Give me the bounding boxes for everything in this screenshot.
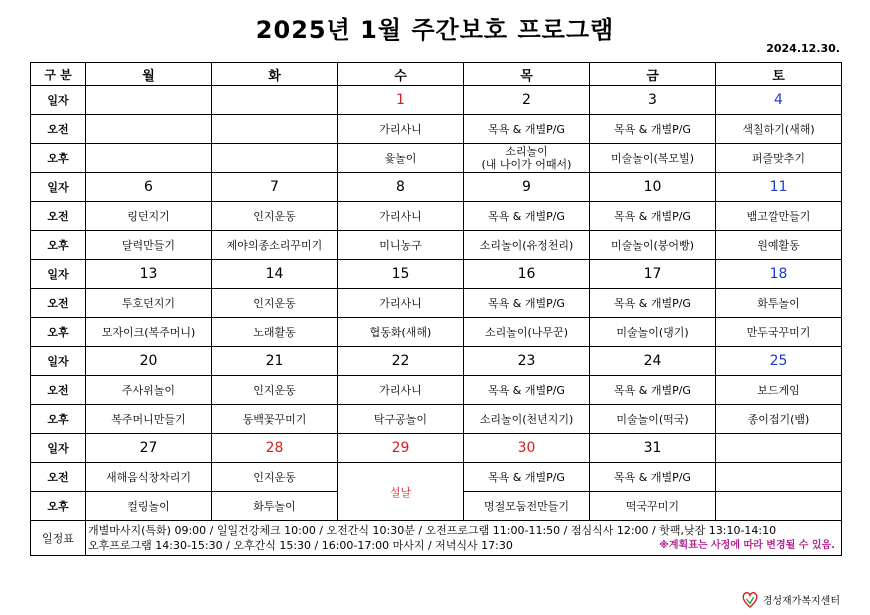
week-4-sat-am-cell: 보드게임: [716, 376, 842, 405]
week-4-tue-am-cell: 인지운동: [212, 376, 338, 405]
week-2-thu-am-cell: 목욕 & 개별P/G: [464, 202, 590, 231]
week-2-tue-pm-cell: 제야의종소리꾸미기: [212, 231, 338, 260]
week-4-mon-day-cell: 20: [86, 347, 212, 376]
week-4-mon-am-cell: 주사위놀이: [86, 376, 212, 405]
week-4-thu-pm-cell: 소리놀이(천년지기): [464, 405, 590, 434]
week-2-sat-pm-cell: 원예활동: [716, 231, 842, 260]
week-5-thu-am-cell: 목욕 & 개별P/G: [464, 463, 590, 492]
pm-row-label: 오후: [31, 318, 86, 347]
week-2-fri-pm-cell: 미술놀이(붕어빵): [590, 231, 716, 260]
week-3-wed-day-cell: 15: [338, 260, 464, 289]
week-1-am-row: [31, 115, 842, 144]
week-2-fri-day-cell: 10: [590, 173, 716, 202]
week-5-am-row: [31, 463, 842, 492]
week-4-mon-pm-cell: 복주머니만들기: [86, 405, 212, 434]
week-2-sat-day-cell: 11: [716, 173, 842, 202]
week-3-fri-am-cell: 목욕 & 개별P/G: [590, 289, 716, 318]
schedule-table: [30, 62, 842, 556]
week-2-tue-am-cell: 인지운동: [212, 202, 338, 231]
day-row-label: 일자: [31, 86, 86, 115]
schedule-footer-row: [31, 521, 842, 556]
header-row: [31, 63, 842, 86]
week-4-fri-pm-cell: 미술놀이(떡국): [590, 405, 716, 434]
header-wed: 수: [338, 63, 464, 86]
week-1-pm-row: [31, 144, 842, 173]
week-5-fri-day-cell: 31: [590, 434, 716, 463]
week-1-sat-pm-cell: 퍼즐맞추기: [716, 144, 842, 173]
week-1-mon-day-cell: [86, 86, 212, 115]
header-sat: 토: [716, 63, 842, 86]
week-3-pm-row: [31, 318, 842, 347]
am-row-label: 오전: [31, 376, 86, 405]
week-5-sat-day-cell: [716, 434, 842, 463]
week-2-wed-pm-cell: 미니농구: [338, 231, 464, 260]
week-3-am-row: [31, 289, 842, 318]
day-row-label: 일자: [31, 173, 86, 202]
am-row-label: 오전: [31, 289, 86, 318]
header-mon: 월: [86, 63, 212, 86]
week-1-fri-am-cell: 목욕 & 개별P/G: [590, 115, 716, 144]
day-row-label: 일자: [31, 260, 86, 289]
week-4-wed-pm-cell: 탁구공놀이: [338, 405, 464, 434]
week-3-mon-pm-cell: 모자이크(복주머니): [86, 318, 212, 347]
week-3-wed-am-cell: 가리사니: [338, 289, 464, 318]
week-3-thu-day-cell: 16: [464, 260, 590, 289]
week-5-day-row: [31, 434, 842, 463]
schedule-label: 일정표: [31, 521, 86, 556]
heart-logo-icon: [741, 589, 759, 609]
week-5-mon-am-cell: 새해음식창차리기: [86, 463, 212, 492]
week-2-wed-am-cell: 가리사니: [338, 202, 464, 231]
document-date: 2024.12.30.: [766, 42, 840, 55]
week-2-day-row: [31, 173, 842, 202]
pm-row-label: 오후: [31, 144, 86, 173]
week-1-thu-day-cell: 2: [464, 86, 590, 115]
week-5-fri-am-cell: 목욕 & 개별P/G: [590, 463, 716, 492]
week-5-fri-pm-cell: 떡국꾸미기: [590, 492, 716, 521]
week-3-tue-am-cell: 인지운동: [212, 289, 338, 318]
holiday-cell: 설날: [338, 463, 464, 521]
pm-row-label: 오후: [31, 231, 86, 260]
week-5-thu-pm-cell: 명절모둠전만들기: [464, 492, 590, 521]
week-4-fri-am-cell: 목욕 & 개별P/G: [590, 376, 716, 405]
week-5-tue-pm-cell: 화투놀이: [212, 492, 338, 521]
schedule-line-2: 오후프로그램 14:30-15:30 / 오후간식 15:30 / 16:00-17:00 마사지 / 저녁식사 17:30: [88, 539, 513, 552]
week-4-sat-day-cell: 25: [716, 347, 842, 376]
week-4-pm-row: [31, 405, 842, 434]
organization-name: 경성재가복지센터: [762, 595, 840, 607]
week-5-wed-day-cell: 29: [338, 434, 464, 463]
week-2-wed-day-cell: 8: [338, 173, 464, 202]
week-1-sat-am-cell: 색칠하기(새해): [716, 115, 842, 144]
week-4-tue-pm-cell: 동백꽃꾸미기: [212, 405, 338, 434]
week-3-wed-pm-cell: 협동화(새해): [338, 318, 464, 347]
week-2-pm-row: [31, 231, 842, 260]
change-notice: ※계획표는 사정에 따라 변경될 수 있음.: [659, 540, 835, 551]
week-1-tue-pm-cell: [212, 144, 338, 173]
week-4-wed-am-cell: 가리사니: [338, 376, 464, 405]
week-5-mon-pm-cell: 컬링놀이: [86, 492, 212, 521]
pm-row-label: 오후: [31, 405, 86, 434]
header-category: 구 분: [31, 63, 86, 86]
week-3-thu-am-cell: 목욕 & 개별P/G: [464, 289, 590, 318]
week-2-mon-day-cell: 6: [86, 173, 212, 202]
week-3-day-row: [31, 260, 842, 289]
schedule-text: [86, 521, 842, 556]
week-1-tue-day-cell: [212, 86, 338, 115]
week-3-sat-day-cell: 18: [716, 260, 842, 289]
week-4-thu-day-cell: 23: [464, 347, 590, 376]
week-4-fri-day-cell: 24: [590, 347, 716, 376]
week-3-fri-pm-cell: 미술놀이(댕기): [590, 318, 716, 347]
week-2-thu-day-cell: 9: [464, 173, 590, 202]
cell-line-1: 소리놀이: [505, 145, 548, 158]
week-3-mon-am-cell: 투호던지기: [86, 289, 212, 318]
cell-line-2: (내 나이가 어때서): [481, 158, 572, 171]
week-1-thu-am-cell: 목욕 & 개별P/G: [464, 115, 590, 144]
organization-footer: [741, 589, 840, 609]
week-1-tue-am-cell: [212, 115, 338, 144]
week-4-tue-day-cell: 21: [212, 347, 338, 376]
header-fri: 금: [590, 63, 716, 86]
week-4-sat-pm-cell: 종이접기(뱀): [716, 405, 842, 434]
week-5-tue-am-cell: 인지운동: [212, 463, 338, 492]
week-1-fri-day-cell: 3: [590, 86, 716, 115]
header-tue: 화: [212, 63, 338, 86]
weeks-body: [31, 86, 842, 521]
week-3-mon-day-cell: 13: [86, 260, 212, 289]
week-2-tue-day-cell: 7: [212, 173, 338, 202]
am-row-label: 오전: [31, 463, 86, 492]
week-1-fri-pm-cell: 미술놀이(복모빌): [590, 144, 716, 173]
week-3-thu-pm-cell: 소리놀이(나무꾼): [464, 318, 590, 347]
day-row-label: 일자: [31, 434, 86, 463]
week-1-mon-am-cell: [86, 115, 212, 144]
week-5-tue-day-cell: 28: [212, 434, 338, 463]
week-3-sat-am-cell: 화투놀이: [716, 289, 842, 318]
page-title: 2025년 1월 주간보호 프로그램: [255, 16, 615, 44]
week-1-sat-day-cell: 4: [716, 86, 842, 115]
week-5-sat-am-cell: [716, 463, 842, 492]
week-1-wed-am-cell: 가리사니: [338, 115, 464, 144]
week-2-am-row: [31, 202, 842, 231]
week-4-wed-day-cell: 22: [338, 347, 464, 376]
week-5-sat-pm-cell: [716, 492, 842, 521]
week-2-thu-pm-cell: 소리놀이(유정천리): [464, 231, 590, 260]
week-1-mon-pm-cell: [86, 144, 212, 173]
week-1-day-row: [31, 86, 842, 115]
week-1-wed-pm-cell: 윷놀이: [338, 144, 464, 173]
pm-row-label: 오후: [31, 492, 86, 521]
week-2-mon-am-cell: 링던지기: [86, 202, 212, 231]
week-5-thu-day-cell: 30: [464, 434, 590, 463]
am-row-label: 오전: [31, 202, 86, 231]
week-2-mon-pm-cell: 달력만들기: [86, 231, 212, 260]
week-5-mon-day-cell: 27: [86, 434, 212, 463]
week-2-fri-am-cell: 목욕 & 개별P/G: [590, 202, 716, 231]
week-4-thu-am-cell: 목욕 & 개별P/G: [464, 376, 590, 405]
schedule-line-1: 개별마사지(특화) 09:00 / 일일건강체크 10:00 / 오전간식 10:30분 / 오전프로그램 11:00-11:50 / 점심식사 12:00 / 핫팩,낮잠 13:10-14:10: [88, 524, 777, 537]
week-3-tue-pm-cell: 노래활동: [212, 318, 338, 347]
week-1-wed-day-cell: 1: [338, 86, 464, 115]
week-1-thu-pm-cell: [464, 144, 590, 173]
week-3-fri-day-cell: 17: [590, 260, 716, 289]
header-thu: 목: [464, 63, 590, 86]
week-3-sat-pm-cell: 만두국꾸미기: [716, 318, 842, 347]
day-row-label: 일자: [31, 347, 86, 376]
am-row-label: 오전: [31, 115, 86, 144]
week-3-tue-day-cell: 14: [212, 260, 338, 289]
week-4-day-row: [31, 347, 842, 376]
week-4-am-row: [31, 376, 842, 405]
week-2-sat-am-cell: 뱀고깔만들기: [716, 202, 842, 231]
